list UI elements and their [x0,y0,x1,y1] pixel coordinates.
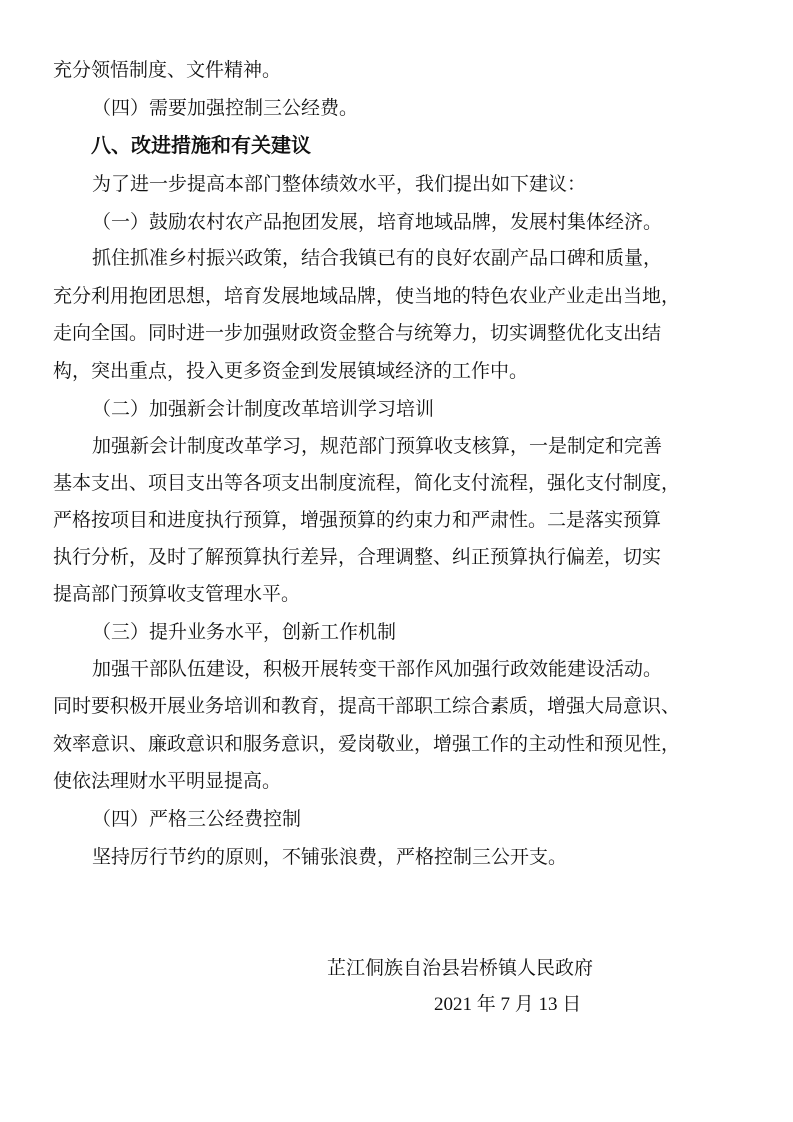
sub-heading: （二）加强新会计制度改革培训学习培训 [92,398,435,420]
paragraph-line: 提高部门预算收支管理水平。 [53,583,301,605]
sub-heading: （四）需要加强控制三公经费。 [92,97,359,119]
paragraph-line: 充分领悟制度、文件精神。 [53,59,282,81]
sub-heading: （一）鼓励农村农产品抱团发展，培育地域品牌，发展村集体经济。 [92,211,663,233]
paragraph-line: 使依法理财水平明显提高。 [53,770,282,792]
section-heading: 八、改进措施和有关建议 [91,133,311,157]
paragraph-line: 同时要积极开展业务培训和教育，提高干部职工综合素质，增强大局意识、 [53,695,681,717]
paragraph-line: 坚持厉行节约的原则，不铺张浪费，严格控制三公开支。 [92,846,568,868]
paragraph-line: 执行分析，及时了解预算执行差异，合理调整、纠正预算执行偏差，切实 [53,546,662,568]
paragraph-line: 加强新会计制度改革学习，规范部门预算收支核算，一是制定和完善 [92,435,663,457]
sub-heading: （四）严格三公经费控制 [92,808,302,830]
signature-date: 2021 年 7 月 13 日 [434,994,582,1015]
paragraph-line: 构，突出重点，投入更多资金到发展镇域经济的工作中。 [53,360,529,382]
sub-heading: （三）提升业务水平，创新工作机制 [92,621,397,643]
paragraph-line: 充分利用抱团思想，培育发展地域品牌，使当地的特色农业产业走出当地， [53,285,681,307]
paragraph-line: 严格按项目和进度执行预算，增强预算的约束力和严肃性。二是落实预算 [53,509,662,531]
paragraph-line: 加强干部队伍建设，积极开展转变干部作风加强行政效能建设活动。 [92,658,663,680]
paragraph-line: 抓住抓准乡村振兴政策，结合我镇已有的良好农副产品口碑和质量， [92,247,663,269]
paragraph-line: 效率意识、廉政意识和服务意识，爱岗敬业，增强工作的主动性和预见性， [53,733,681,755]
signature-organization: 芷江侗族自治县岩桥镇人民政府 [327,957,594,979]
paragraph-line: 为了进一步提高本部门整体绩效水平，我们提出如下建议： [92,173,587,195]
paragraph-line: 基本支出、项目支出等各项支出制度流程，简化支付流程，强化支付制度， [53,472,681,494]
paragraph-line: 走向全国。同时进一步加强财政资金整合与统筹力，切实调整优化支出结 [53,322,662,344]
